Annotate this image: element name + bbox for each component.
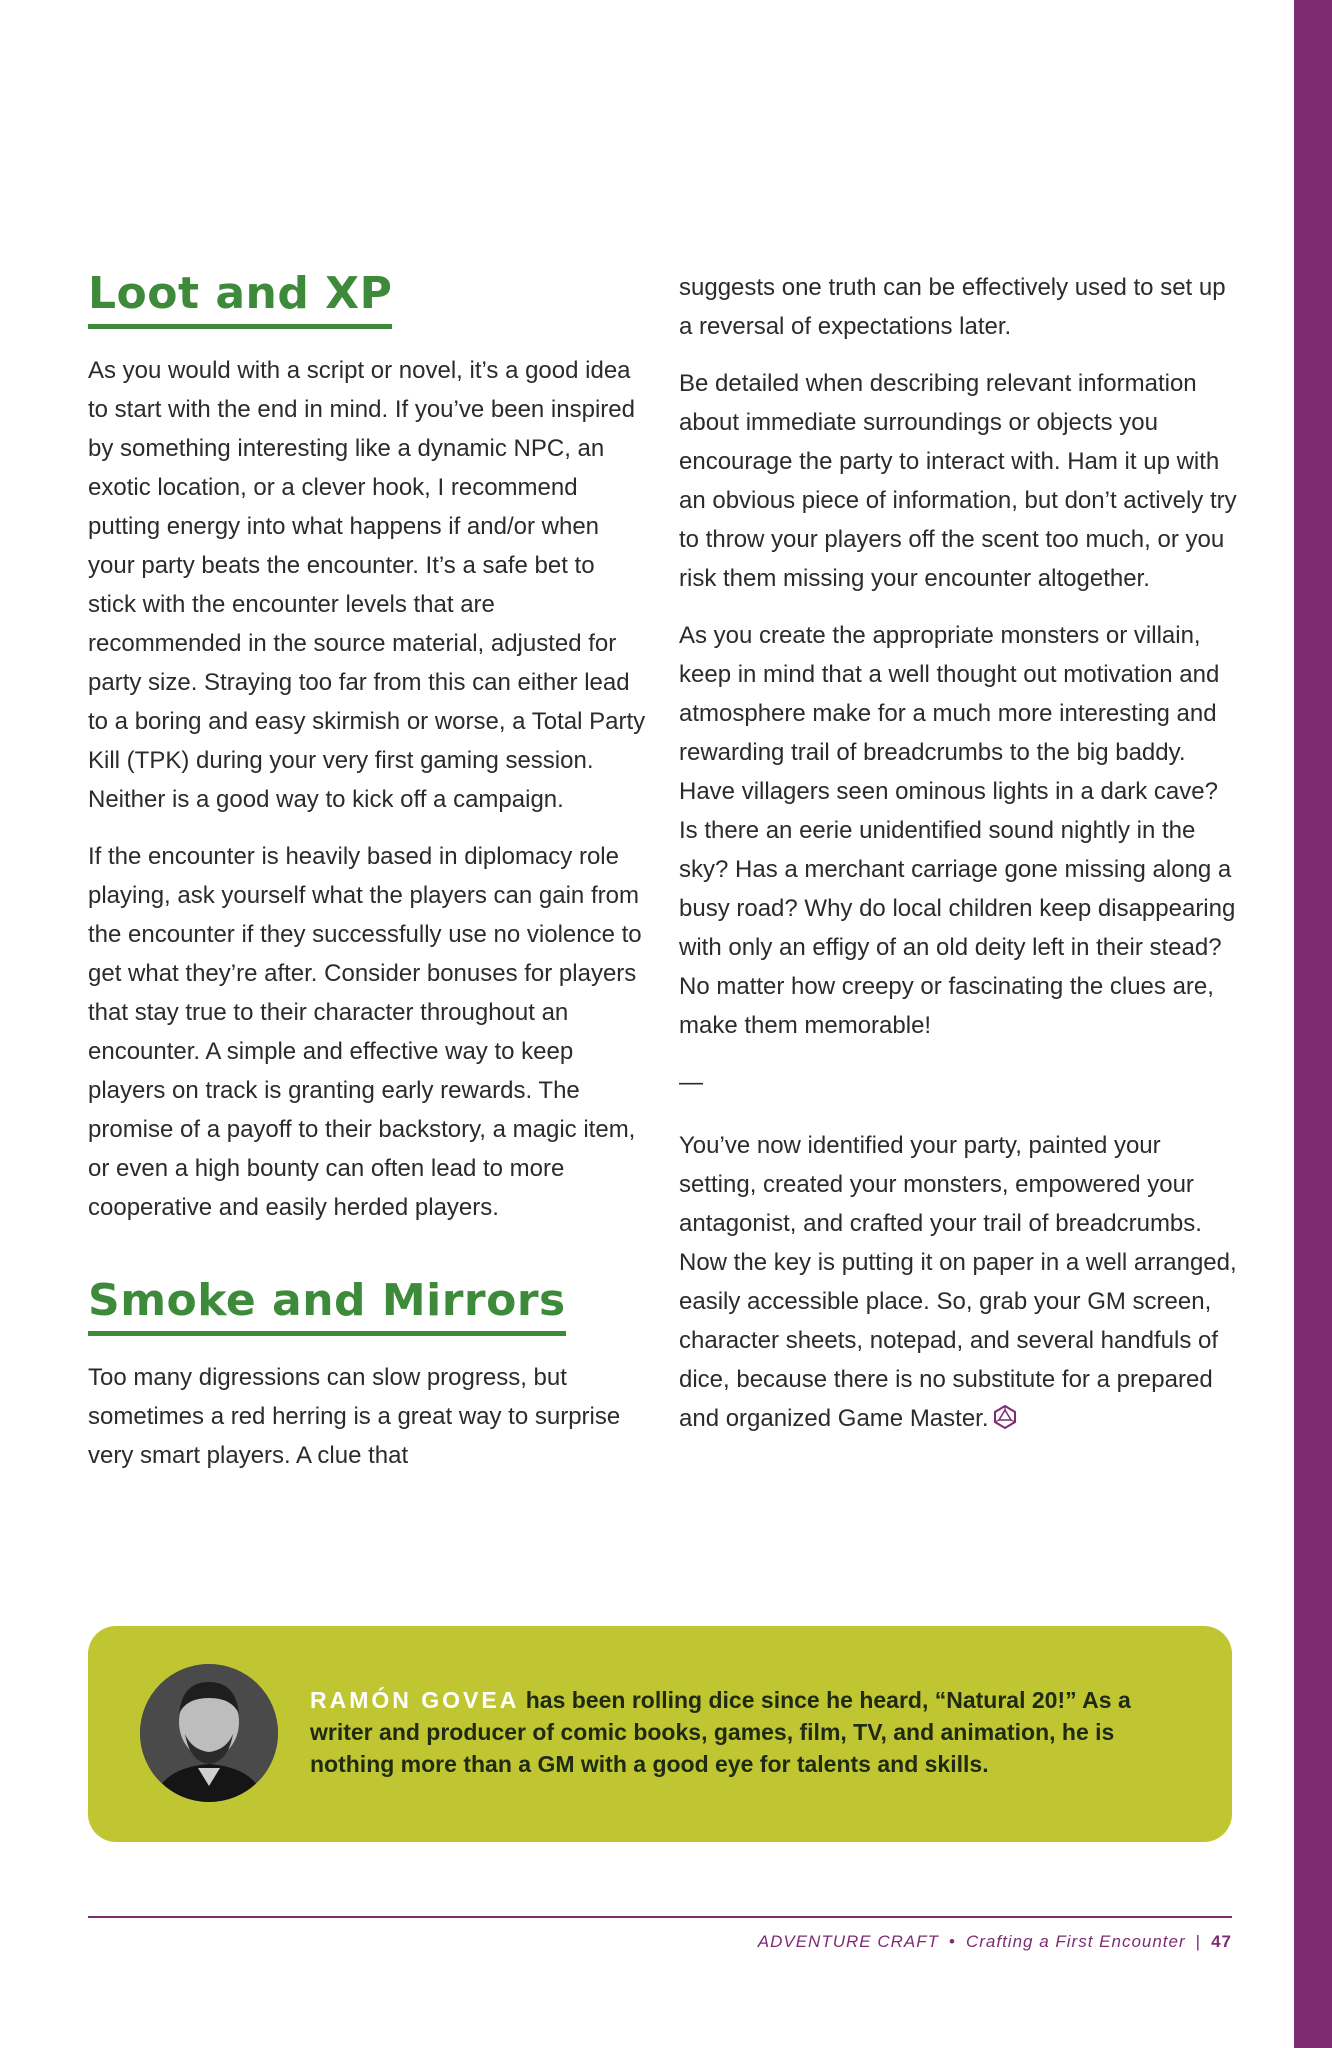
author-avatar bbox=[140, 1664, 278, 1802]
d20-dice-icon bbox=[993, 1402, 1017, 1441]
paragraph: If the encounter is heavily based in diplomacy role playing, ask yourself what the players can gain from the encounter if they successfully use no violence to get what they’re after. Consider bonuses for players that stay true to their character throughout an encounter. A simple and effective way to keep players on track is granting early rewards. The promise of a payoff to their backstory, a magic item, or even a high bounty can often lead to more cooperative and easily herded players. bbox=[88, 843, 642, 1221]
author-bio-text bbox=[310, 1684, 1190, 1780]
paragraph: As you would with a script or novel, it’s a good idea to start with the end in mind. If you’ve been inspired by something interesting like a dynamic NPC, an exotic location, or a clever hook, I recommend putting energy into what happens if and/or when your party beats the encounter. It’s a safe bet to stick with the encounter levels that are recommended in the source material, adjusted for party size. Straying too far from this can either lead to a boring and easy skirmish or worse, a Total Party Kill (TPK) during your very first gaming session. Neither is a good way to kick off a campaign. bbox=[88, 357, 646, 813]
paragraph-closing bbox=[679, 1126, 1239, 1441]
closing-text: You’ve now identified your party, painted your setting, created your monsters, empowered your antagonist, and crafted your trail of breadcrumbs. Now the key is putting it on paper in a well arranged, easily accessible place. So, grab your GM screen, character sheets, notepad, and several handfuls of dice, because there is no substitute for a prepared and organized Game Master. bbox=[679, 1132, 1237, 1432]
paragraph: Too many digressions can slow progress, but sometimes a red herring is a great way to surprise very smart players. A clue that bbox=[88, 1364, 621, 1469]
footer-bullet: • bbox=[949, 1932, 956, 1951]
footer-book-title: ADVENTURE CRAFT bbox=[757, 1932, 939, 1951]
footer-rule bbox=[88, 1916, 1232, 1918]
paragraph: suggests one truth can be effectively used to set up a reversal of expectations later. bbox=[679, 274, 1226, 340]
author-name: RAMÓN GOVEA bbox=[310, 1687, 520, 1713]
left-column bbox=[88, 268, 648, 1493]
section-heading-smoke-and-mirrors: Smoke and Mirrors bbox=[88, 1275, 566, 1336]
section-dash: — bbox=[679, 1069, 703, 1096]
author-description: has been rolling dice since he heard, “Natural 20!” As a writer and producer of comic books, games, film, TV, and animation, he is nothing more than a GM with a good eye for talents and skills. bbox=[310, 1687, 1131, 1777]
paragraph: As you create the appropriate monsters or villain, keep in mind that a well thought out motivation and atmosphere make for a much more interesting and rewarding trail of breadcrumbs to the big baddy. Have villagers seen ominous lights in a dark cave? Is there an eerie unidentified sound nightly in the sky? Has a merchant carriage gone missing along a busy road? Why do local children keep disappearing with only an effigy of an old deity left in their stead? No matter how creepy or fascinating the clues are, make them memorable! bbox=[679, 622, 1236, 1039]
paragraph: Be detailed when describing relevant information about immediate surroundings or objects you encourage the party to interact with. Ham it up with an obvious piece of information, but don’t actively try to throw your players off the scent too much, or you risk them missing your encounter altogether. bbox=[679, 370, 1237, 592]
page-number: 47 bbox=[1211, 1932, 1232, 1951]
footer-separator: | bbox=[1195, 1932, 1202, 1951]
page-edge-bar bbox=[1294, 0, 1332, 2048]
footer-chapter-title: Crafting a First Encounter bbox=[965, 1932, 1186, 1951]
right-column bbox=[679, 268, 1239, 1459]
author-bio-box bbox=[88, 1626, 1232, 1842]
section-heading-loot-and-xp: Loot and XP bbox=[88, 268, 392, 329]
page-footer bbox=[758, 1932, 1232, 1952]
